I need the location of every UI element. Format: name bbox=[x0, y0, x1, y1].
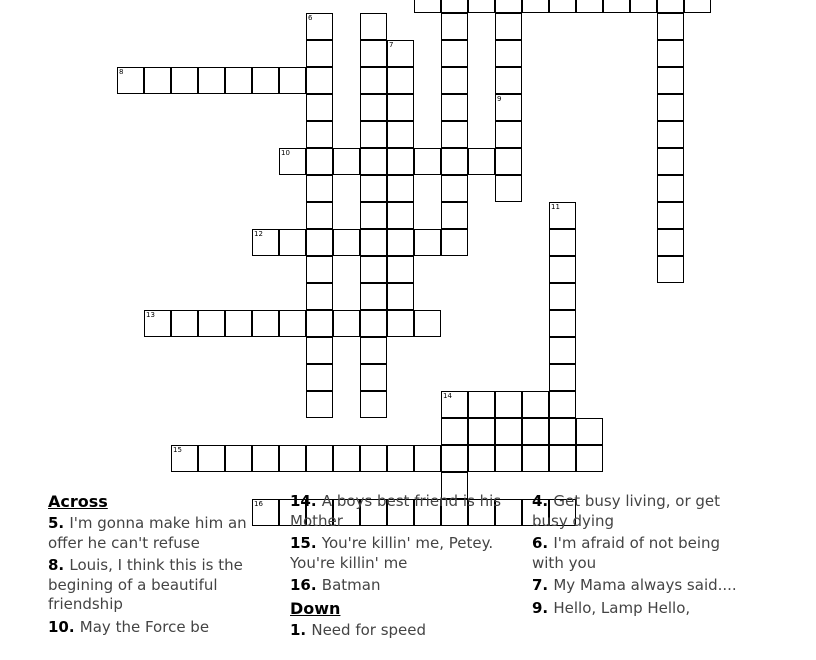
clue-number: 7. bbox=[532, 576, 554, 594]
grid-cell[interactable] bbox=[522, 391, 549, 418]
clues-column-3 bbox=[532, 492, 774, 660]
grid-cell[interactable] bbox=[306, 310, 333, 337]
clue-item bbox=[48, 556, 272, 615]
clue-text: Hello, Lamp Hello, bbox=[553, 598, 691, 617]
cell-number: 7 bbox=[389, 41, 394, 49]
grid-cell[interactable] bbox=[306, 121, 333, 148]
grid-cell[interactable] bbox=[252, 445, 279, 472]
clue-item bbox=[290, 534, 514, 573]
grid-cell[interactable] bbox=[549, 445, 576, 472]
grid-cell[interactable] bbox=[630, 0, 657, 13]
cell-number: 13 bbox=[146, 311, 155, 319]
grid-cell[interactable] bbox=[495, 0, 522, 13]
grid-cell[interactable] bbox=[657, 121, 684, 148]
grid-cell[interactable] bbox=[387, 121, 414, 148]
cell-number: 8 bbox=[119, 68, 124, 76]
clue-number: 5. bbox=[48, 514, 70, 532]
grid-cell[interactable] bbox=[549, 229, 576, 256]
grid-cell[interactable] bbox=[522, 445, 549, 472]
grid-cell[interactable] bbox=[387, 229, 414, 256]
grid-cell[interactable] bbox=[549, 202, 576, 229]
grid-cell[interactable] bbox=[279, 229, 306, 256]
grid-cell[interactable] bbox=[306, 94, 333, 121]
grid-cell[interactable] bbox=[306, 391, 333, 418]
grid-cell[interactable] bbox=[657, 229, 684, 256]
clue-number: 1. bbox=[290, 620, 312, 639]
grid-cell[interactable] bbox=[576, 418, 603, 445]
grid-cell[interactable] bbox=[495, 148, 522, 175]
down-heading: Down bbox=[290, 598, 341, 618]
grid-cell[interactable] bbox=[387, 175, 414, 202]
grid-cell[interactable] bbox=[306, 148, 333, 175]
grid-cell[interactable] bbox=[441, 13, 468, 40]
grid-cell[interactable] bbox=[657, 13, 684, 40]
grid-cell[interactable] bbox=[306, 40, 333, 67]
clue-text: May the Force be bbox=[79, 617, 210, 636]
grid-cell[interactable] bbox=[333, 148, 360, 175]
cell-number: 6 bbox=[308, 14, 313, 22]
grid-cell[interactable] bbox=[360, 445, 387, 472]
grid-cell[interactable] bbox=[360, 229, 387, 256]
grid-cell[interactable] bbox=[360, 391, 387, 418]
grid-cell[interactable] bbox=[657, 0, 684, 13]
clue-text: Batman bbox=[321, 576, 381, 594]
grid-cell[interactable] bbox=[360, 40, 387, 67]
clue-text: Get busy living, or get busy dying bbox=[532, 492, 721, 530]
clue-number: 16. bbox=[290, 576, 322, 594]
grid-cell[interactable] bbox=[387, 67, 414, 94]
grid-cell[interactable] bbox=[549, 283, 576, 310]
grid-cell[interactable] bbox=[657, 148, 684, 175]
grid-cell[interactable] bbox=[306, 256, 333, 283]
clue-item bbox=[532, 534, 756, 573]
clue-text: Need for speed bbox=[311, 620, 427, 639]
grid-cell[interactable] bbox=[441, 229, 468, 256]
grid-cell[interactable] bbox=[468, 148, 495, 175]
grid-cell[interactable] bbox=[279, 445, 306, 472]
grid-cell[interactable] bbox=[306, 337, 333, 364]
grid-cell[interactable] bbox=[657, 202, 684, 229]
grid-cell[interactable] bbox=[279, 310, 306, 337]
grid-cell[interactable] bbox=[306, 229, 333, 256]
clues-section bbox=[0, 492, 816, 660]
grid-cell[interactable] bbox=[495, 13, 522, 40]
grid-cell[interactable] bbox=[495, 391, 522, 418]
grid-cell[interactable] bbox=[468, 391, 495, 418]
grid-cell[interactable] bbox=[684, 0, 711, 13]
grid-cell[interactable] bbox=[441, 40, 468, 67]
grid-cell[interactable] bbox=[360, 364, 387, 391]
grid-cell[interactable] bbox=[657, 256, 684, 283]
clue-number: 10. bbox=[48, 617, 80, 636]
grid-cell[interactable] bbox=[279, 67, 306, 94]
grid-cell[interactable] bbox=[360, 175, 387, 202]
grid-cell[interactable] bbox=[360, 13, 387, 40]
grid-cell[interactable] bbox=[198, 310, 225, 337]
grid-cell[interactable] bbox=[360, 121, 387, 148]
grid-cell[interactable] bbox=[441, 148, 468, 175]
grid-cell[interactable] bbox=[387, 94, 414, 121]
grid-cell[interactable] bbox=[360, 337, 387, 364]
clue-item bbox=[532, 576, 756, 596]
grid-cell[interactable] bbox=[657, 40, 684, 67]
clue-number: 9. bbox=[532, 598, 554, 617]
grid-cell[interactable] bbox=[549, 364, 576, 391]
grid-cell[interactable] bbox=[171, 445, 198, 472]
clue-item bbox=[290, 576, 514, 596]
grid-cell[interactable] bbox=[441, 202, 468, 229]
grid-cell[interactable] bbox=[360, 94, 387, 121]
grid-cell[interactable] bbox=[252, 67, 279, 94]
clue-item bbox=[290, 492, 514, 531]
grid-cell[interactable] bbox=[549, 310, 576, 337]
grid-cell[interactable] bbox=[414, 310, 441, 337]
grid-cell[interactable] bbox=[306, 445, 333, 472]
grid-cell[interactable] bbox=[549, 337, 576, 364]
grid-cell[interactable] bbox=[549, 391, 576, 418]
grid-cell[interactable] bbox=[306, 13, 333, 40]
clue-item bbox=[290, 621, 514, 641]
clue-text: I'm afraid of not being with you bbox=[532, 534, 721, 572]
grid-cell[interactable] bbox=[441, 391, 468, 418]
grid-cell[interactable] bbox=[414, 148, 441, 175]
grid-cell[interactable] bbox=[468, 0, 495, 13]
clue-text: Louis, I think this is the begining of a beautiful friendship bbox=[48, 556, 243, 613]
clue-number: 8. bbox=[48, 556, 70, 574]
grid-cell[interactable] bbox=[387, 445, 414, 472]
clue-number: 4. bbox=[532, 492, 554, 510]
clue-text: My Mama always said.... bbox=[553, 576, 737, 594]
grid-cell[interactable] bbox=[522, 0, 549, 13]
grid-cell[interactable] bbox=[306, 202, 333, 229]
grid-cell[interactable] bbox=[225, 67, 252, 94]
grid-cell[interactable] bbox=[495, 67, 522, 94]
grid-cell[interactable] bbox=[495, 175, 522, 202]
cell-number: 15 bbox=[173, 446, 182, 454]
grid-cell[interactable] bbox=[441, 0, 468, 13]
grid-cell[interactable] bbox=[414, 445, 441, 472]
grid-cell[interactable] bbox=[360, 310, 387, 337]
grid-cell[interactable] bbox=[225, 445, 252, 472]
grid-cell[interactable] bbox=[576, 445, 603, 472]
grid-cell[interactable] bbox=[657, 94, 684, 121]
grid-cell[interactable] bbox=[387, 310, 414, 337]
grid-cell[interactable] bbox=[657, 67, 684, 94]
cell-number: 11 bbox=[551, 203, 560, 211]
grid-cell[interactable] bbox=[387, 148, 414, 175]
cell-number: 12 bbox=[254, 230, 263, 238]
grid-cell[interactable] bbox=[495, 40, 522, 67]
cell-number: 16 bbox=[254, 500, 263, 508]
clue-item bbox=[532, 492, 756, 531]
grid-cell[interactable] bbox=[171, 67, 198, 94]
grid-cell[interactable] bbox=[117, 67, 144, 94]
grid-cell[interactable] bbox=[360, 256, 387, 283]
cell-number: 14 bbox=[443, 392, 452, 400]
clue-text: You're killin' me, Petey. You're killin' me bbox=[290, 534, 494, 572]
grid-cell[interactable] bbox=[495, 121, 522, 148]
clue-number: 14. bbox=[290, 492, 322, 510]
grid-cell[interactable] bbox=[495, 94, 522, 121]
grid-cell[interactable] bbox=[495, 445, 522, 472]
grid-cell[interactable] bbox=[144, 67, 171, 94]
clues-column-1 bbox=[48, 492, 290, 660]
grid-cell[interactable] bbox=[387, 283, 414, 310]
grid-cell[interactable] bbox=[360, 67, 387, 94]
grid-cell[interactable] bbox=[441, 121, 468, 148]
clue-item bbox=[48, 514, 272, 553]
grid-cell[interactable] bbox=[387, 256, 414, 283]
grid-cell[interactable] bbox=[495, 418, 522, 445]
grid-cell[interactable] bbox=[387, 202, 414, 229]
grid-cell[interactable] bbox=[306, 283, 333, 310]
clues-column-2 bbox=[290, 492, 532, 660]
grid-cell[interactable] bbox=[549, 256, 576, 283]
grid-cell[interactable] bbox=[576, 0, 603, 13]
grid-cell[interactable] bbox=[549, 0, 576, 13]
clue-number: 15. bbox=[290, 534, 322, 552]
clue-number: 6. bbox=[532, 534, 554, 552]
across-heading: Across bbox=[48, 492, 108, 511]
grid-cell[interactable] bbox=[468, 418, 495, 445]
clue-text: I'm gonna make him an offer he can't refuse bbox=[48, 514, 247, 552]
grid-cell[interactable] bbox=[549, 418, 576, 445]
grid-cell[interactable] bbox=[387, 40, 414, 67]
grid-cell[interactable] bbox=[603, 0, 630, 13]
grid-cell[interactable] bbox=[522, 418, 549, 445]
grid-cell[interactable] bbox=[279, 148, 306, 175]
cell-number: 9 bbox=[497, 95, 502, 103]
grid-cell[interactable] bbox=[225, 310, 252, 337]
grid-cell[interactable] bbox=[333, 310, 360, 337]
grid-cell[interactable] bbox=[306, 364, 333, 391]
grid-cell[interactable] bbox=[333, 229, 360, 256]
grid-cell[interactable] bbox=[333, 445, 360, 472]
grid-cell[interactable] bbox=[441, 94, 468, 121]
grid-cell[interactable] bbox=[360, 202, 387, 229]
grid-cell[interactable] bbox=[441, 175, 468, 202]
grid-cell[interactable] bbox=[657, 175, 684, 202]
grid-cell[interactable] bbox=[144, 310, 171, 337]
grid-cell[interactable] bbox=[306, 175, 333, 202]
grid-cell[interactable] bbox=[198, 445, 225, 472]
grid-cell[interactable] bbox=[468, 445, 495, 472]
grid-cell[interactable] bbox=[306, 67, 333, 94]
grid-cell[interactable] bbox=[414, 229, 441, 256]
cell-number: 10 bbox=[281, 149, 290, 157]
grid-cell[interactable] bbox=[171, 310, 198, 337]
grid-cell[interactable] bbox=[441, 445, 468, 472]
clue-item bbox=[532, 599, 756, 619]
grid-cell[interactable] bbox=[441, 418, 468, 445]
grid-cell[interactable] bbox=[441, 67, 468, 94]
grid-cell[interactable] bbox=[252, 310, 279, 337]
clue-item bbox=[48, 618, 272, 638]
grid-cell[interactable] bbox=[414, 0, 441, 13]
grid-cell[interactable] bbox=[252, 229, 279, 256]
clue-text: A boys best friend is his Mother bbox=[290, 492, 502, 530]
grid-cell[interactable] bbox=[360, 148, 387, 175]
grid-cell[interactable] bbox=[360, 283, 387, 310]
grid-cell[interactable] bbox=[198, 67, 225, 94]
